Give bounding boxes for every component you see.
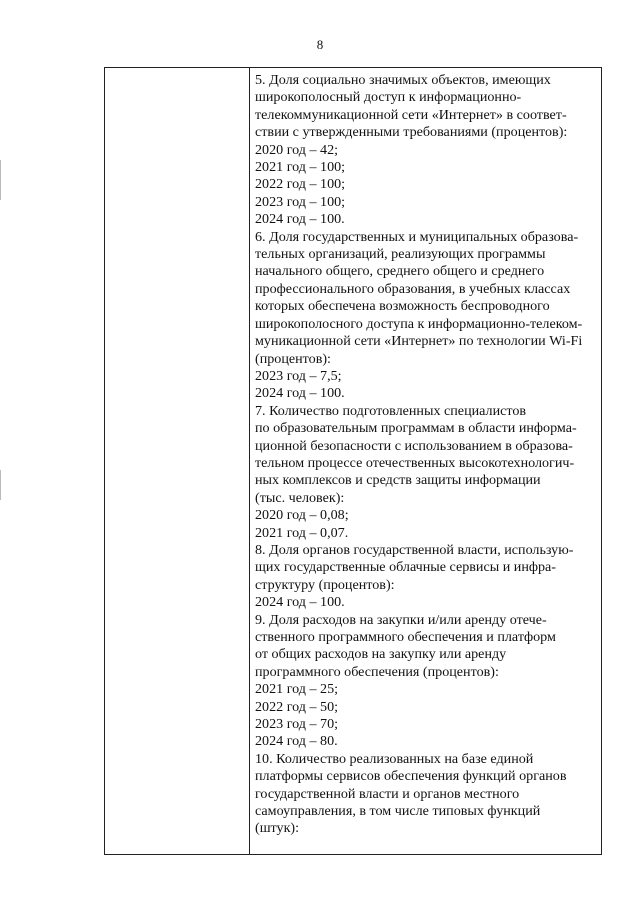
text-line: 6. Доля государственных и муниципальных образова- (255, 228, 579, 245)
text-line: (штук): (255, 820, 300, 837)
text-line: 2024 год – 80. (255, 733, 338, 750)
text-line: 2020 год – 42; (255, 141, 339, 158)
table-column-divider (249, 68, 250, 854)
text-line: ционной безопасности с использованием в образова- (255, 437, 573, 454)
text-line: 2023 год – 100; (255, 193, 346, 210)
text-line: которых обеспечена возможность беспроводного (255, 298, 550, 315)
text-line: по образовательным программам в области информа- (255, 420, 577, 437)
text-line: программного обеспечения (процентов): (255, 663, 499, 680)
text-line: 2022 год – 50; (255, 698, 339, 715)
text-line: ственного программного обеспечения и платформ (255, 629, 556, 645)
text-line: от общих расходов на закупку или аренду (255, 646, 507, 663)
text-line: муникационной сети «Интернет» по технологии Wi-Fi (255, 333, 583, 350)
text-line: 2020 год – 0,08; (255, 507, 349, 524)
text-line: самоуправления, в том числе типовых функций (255, 803, 541, 820)
text-line: государственной власти и органов местного (255, 785, 520, 802)
text-line: 2021 год – 0,07. (255, 524, 349, 541)
text-line: 10. Количество реализованных на базе единой (255, 750, 534, 767)
text-line: (тыс. человек): (255, 489, 345, 506)
text-line: 8. Доля органов государственной власти, использую- (255, 541, 574, 558)
text-line: 2023 год – 7,5; (255, 367, 342, 384)
text-line: 2021 год – 100; (255, 159, 346, 176)
text-line: платформы сервисов обеспечения функций органов (255, 768, 567, 785)
text-line: ных комплексов и средств защиты информации (255, 472, 541, 489)
text-line: тельном процессе отечественных высокотехнологич- (255, 454, 575, 471)
text-line: телекоммуникационной сети «Интернет» в соответ- (255, 106, 567, 123)
text-line: широкополосный доступ к информационно- (255, 89, 522, 106)
text-line: профессионального образования, в учебных классах (255, 280, 571, 297)
text-line: широкополосного доступа к информационно-телеком- (255, 315, 583, 332)
text-line: ствии с утвержденными требованиями (процентов): (255, 124, 568, 141)
text-line: 9. Доля расходов на закупки и/или аренду отече- (255, 611, 547, 628)
page-number: 8 (316, 37, 324, 52)
text-line: (процентов): (255, 350, 331, 367)
text-line: структуру (процентов): (255, 576, 395, 593)
text-line: 2022 год – 100; (255, 176, 346, 193)
scan-margin-mark (0, 160, 1, 200)
text-line: 2024 год – 100. (255, 385, 345, 402)
text-line: 2023 год – 70; (255, 716, 339, 733)
text-line: 2024 год – 100. (255, 211, 345, 228)
document-table (104, 67, 602, 855)
text-line: 2021 год – 25; (255, 681, 339, 698)
table-cell-content (255, 72, 597, 838)
scan-margin-mark (0, 470, 1, 500)
text-line: 7. Количество подготовленных специалистов (255, 402, 527, 419)
text-line: начального общего, среднего общего и среднего (255, 263, 545, 280)
text-line: тельных организаций, реализующих программы (255, 246, 546, 263)
text-line: 2024 год – 100. (255, 594, 345, 611)
text-line: 5. Доля социально значимых объектов, имеющих (255, 72, 551, 88)
text-line: щих государственные облачные сервисы и инфра- (255, 559, 556, 576)
